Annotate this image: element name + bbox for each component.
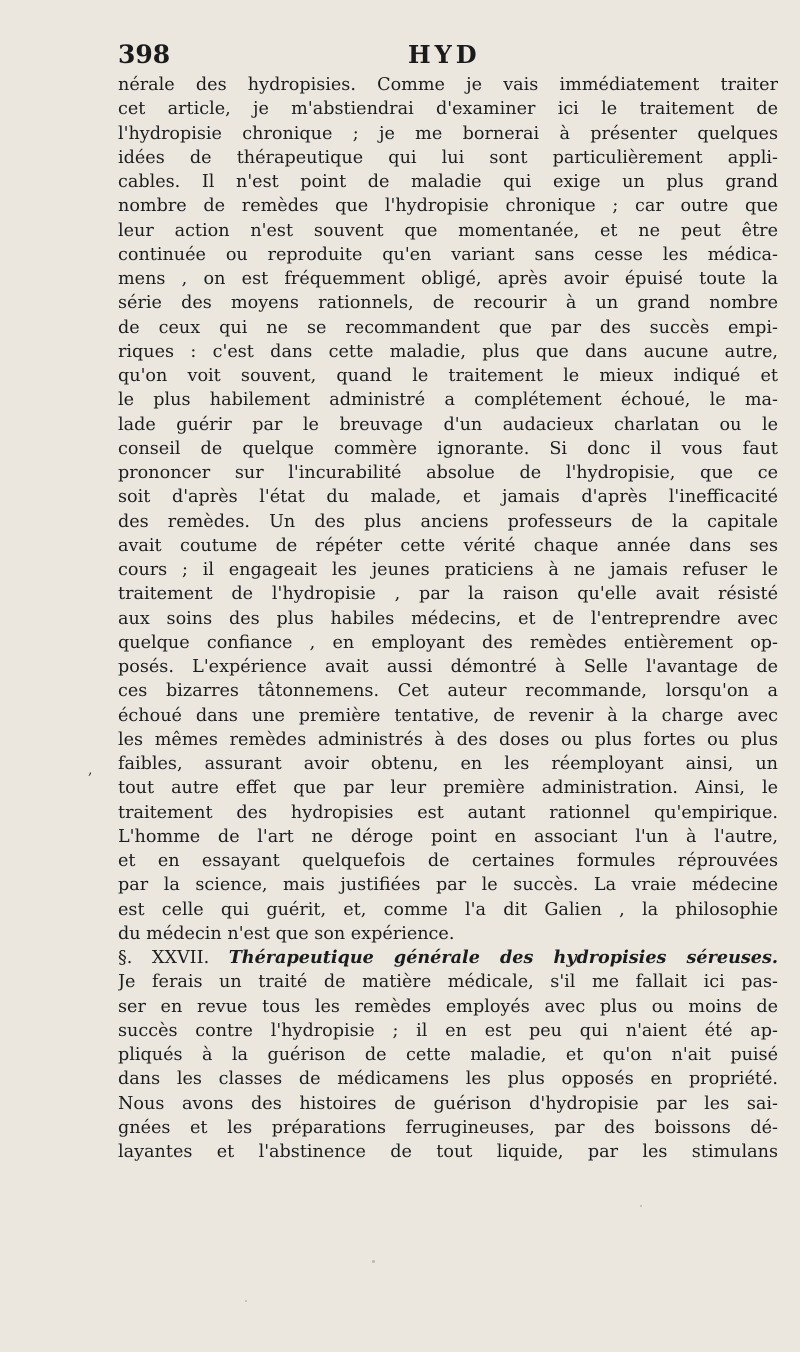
text-line: nérale des hydropisies. Comme je vais immédiatement traiter xyxy=(118,75,778,95)
text-line: lade guérir par le breuvage d'un audacieux charlatan ou le xyxy=(118,414,778,435)
text-line: ces bizarres tâtonnemens. Cet auteur recommande, lorsqu'on a xyxy=(118,681,778,702)
page-number: 398 xyxy=(118,40,171,69)
text-line: des remèdes. Un des plus anciens professeurs de la capitale xyxy=(118,511,778,532)
text-line: cet article, je m'abstiendrai d'examiner ici le traitement de xyxy=(118,99,778,120)
text-line: pliqués à la guérison de cette maladie, et qu'on n'ait puisé xyxy=(118,1045,778,1065)
text-line: riques : c'est dans cette maladie, plus que dans aucune autre, xyxy=(118,341,778,362)
text-line: leur action n'est souvent que momentanée, et ne peut être xyxy=(118,220,778,241)
text-line: faibles, assurant avoir obtenu, en les réemployant ainsi, un xyxy=(118,754,778,774)
text-line: cours ; il engageait les jeunes praticiens à ne jamais refuser le xyxy=(118,560,778,580)
section-title: Thérapeutique générale des hydropisies séreuses. xyxy=(228,947,778,968)
text-line: l'hydropisie chronique ; je me bornerai à présenter quelques xyxy=(118,123,778,144)
text-line: et en essayant quelquefois de certaines formules réprouvées xyxy=(118,851,778,871)
text-line: est celle qui guérit, et, comme l'a dit Galien , la philosophie xyxy=(118,899,778,920)
text-line: gnées et les préparations ferrugineuses, par des boissons dé- xyxy=(118,1117,778,1138)
page-header xyxy=(118,38,778,72)
text-line: idées de thérapeutique qui lui sont particulièrement appli- xyxy=(118,147,778,168)
text-line: layantes et l'abstinence de tout liquide, par les stimulans xyxy=(118,1142,778,1162)
text-line: quelque confiance , en employant des remèdes entièrement op- xyxy=(118,632,778,653)
text-line: de ceux qui ne se recommandent que par des succès empi- xyxy=(118,317,778,338)
text-line: conseil de quelque commère ignorante. Si donc il vous faut xyxy=(118,438,778,459)
text-line: posés. L'expérience avait aussi démontré à Selle l'avantage de xyxy=(118,657,778,677)
text-line: le plus habilement administré a complétement échoué, le ma- xyxy=(118,390,778,411)
text-line: avait coutume de répéter cette vérité chaque année dans ses xyxy=(118,535,778,556)
paper-speck xyxy=(640,1205,642,1207)
text-line: soit d'après l'état du malade, et jamais d'après l'inefficacité xyxy=(118,487,778,508)
body-text xyxy=(118,73,778,1164)
text-line: L'homme de l'art ne déroge point en associant l'un à l'autre, xyxy=(118,826,778,847)
text-line: cables. Il n'est point de maladie qui exige un plus grand xyxy=(118,172,778,192)
paragraph-1 xyxy=(118,73,778,946)
text-line: aux soins des plus habiles médecins, et de l'entreprendre avec xyxy=(118,608,778,629)
text-line: nombre de remèdes que l'hydropisie chronique ; car outre que xyxy=(118,196,778,217)
text-line: traitement de l'hydropisie , par la raison qu'elle avait résisté xyxy=(118,584,778,605)
text-line: ser en revue tous les remèdes employés avec plus ou moins de xyxy=(118,996,778,1017)
text-line: Nous avons des histoires de guérison d'hydropisie par les sai- xyxy=(118,1093,778,1114)
paragraph-2 xyxy=(118,970,778,1164)
text-line: continuée ou reproduite qu'en variant sans cesse les médica- xyxy=(118,244,778,265)
margin-mark: , xyxy=(88,762,93,778)
running-head: HYD xyxy=(408,40,481,69)
section-heading xyxy=(118,946,778,970)
text-line: échoué dans une première tentative, de revenir à la charge avec xyxy=(118,705,778,726)
paper-speck xyxy=(372,1260,375,1263)
text-line: par la science, mais justifiées par le succès. La vraie médecine xyxy=(118,875,778,896)
section-number: §. XXVII. xyxy=(118,948,210,968)
text-line: traitement des hydropisies est autant rationnel qu'empirique. xyxy=(118,802,778,823)
text-line: mens , on est fréquemment obligé, après avoir épuisé toute la xyxy=(118,269,778,289)
text-line: succès contre l'hydropisie ; il en est peu qui n'aient été ap- xyxy=(118,1020,778,1041)
text-line: du médecin n'est que son expérience. xyxy=(118,923,455,944)
text-line: série des moyens rationnels, de recourir à un grand nombre xyxy=(118,293,778,314)
text-line: Je ferais un traité de matière médicale, s'il me fallait ici pas- xyxy=(118,972,778,993)
text-line: qu'on voit souvent, quand le traitement le mieux indiqué et xyxy=(118,366,778,386)
text-line: dans les classes de médicamens les plus opposés en propriété. xyxy=(118,1069,778,1090)
text-line: prononcer sur l'incurabilité absolue de l'hydropisie, que ce xyxy=(118,463,778,483)
paper-speck xyxy=(245,1300,247,1302)
text-line: les mêmes remèdes administrés à des doses ou plus fortes ou plus xyxy=(118,729,778,750)
text-line: tout autre effet que par leur première administration. Ainsi, le xyxy=(118,778,778,799)
